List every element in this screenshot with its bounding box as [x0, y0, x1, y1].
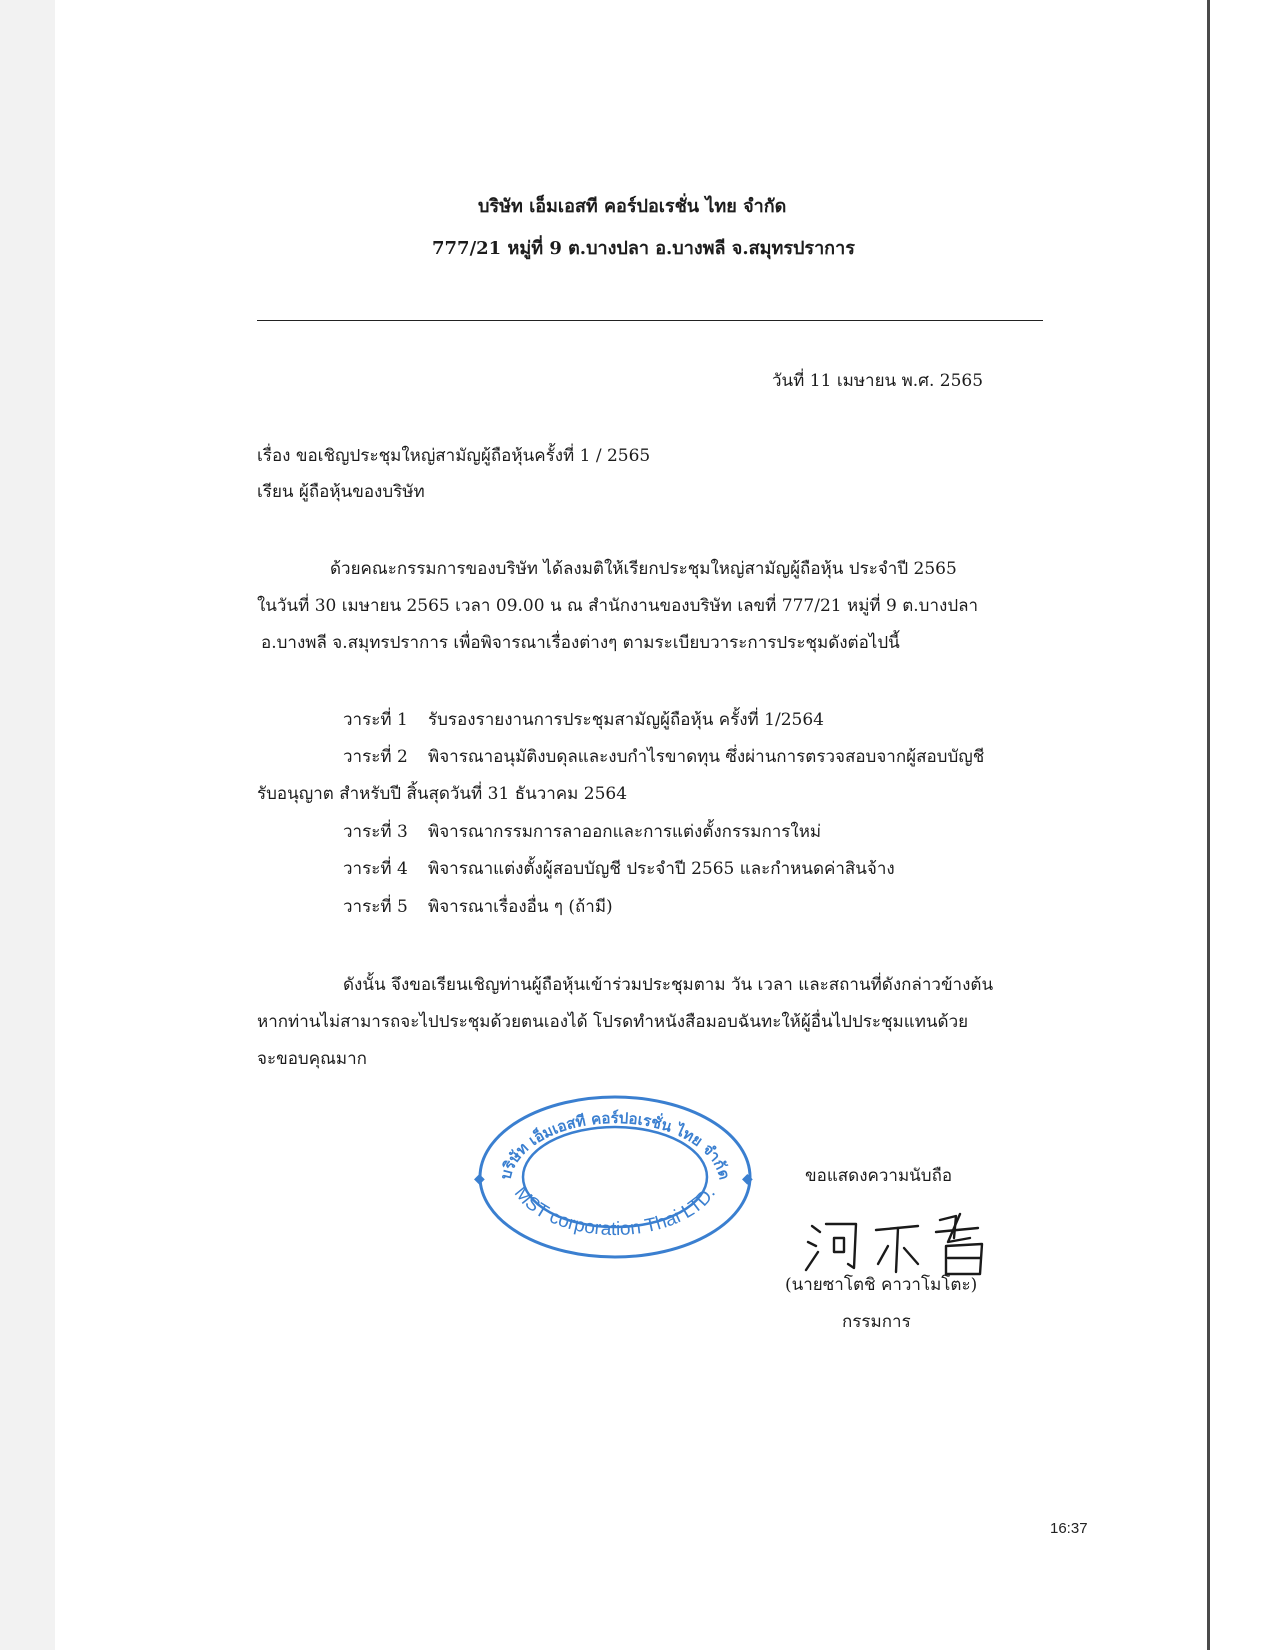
agenda-label-4: วาระที่ 4 [343, 859, 408, 879]
regards-text: ขอแสดงความนับถือ [805, 1166, 953, 1186]
closing-line-1: ดังนั้น จึงขอเรียนเชิญท่านผู้ถือหุ้นเข้าร่วมประชุมตาม วัน เวลา และสถานที่ดังกล่าวข้างต้น [343, 975, 994, 995]
agenda-text-2: พิจารณาอนุมัติงบดุลและงบกำไรขาดทุน ซึ่งผ่านการตรวจสอบจากผู้สอบบัญชี [428, 747, 985, 767]
closing-line-3: จะขอบคุณมาก [257, 1049, 367, 1069]
letter-date: วันที่ 11 เมษายน พ.ศ. 2565 [772, 371, 984, 391]
scan-timestamp: 16:37 [1050, 1520, 1088, 1537]
handwritten-signature [800, 1208, 1000, 1278]
letter-recipient: เรียน ผู้ถือหุ้นของบริษัท [257, 482, 425, 502]
agenda-label-5: วาระที่ 5 [343, 897, 408, 917]
agenda-label-2: วาระที่ 2 [343, 747, 408, 767]
intro-line-2: ในวันที่ 30 เมษายน 2565 เวลา 09.00 น ณ สำนักงานของบริษัท เลขที่ 777/21 หมู่ที่ 9 ต.บางปลา [257, 596, 979, 616]
company-address: 777/21 หมู่ที่ 9 ต.บางปลา อ.บางพลี จ.สมุทรปราการ [432, 238, 855, 259]
letter-subject: เรื่อง ขอเชิญประชุมใหญ่สามัญผู้ถือหุ้นครั้งที่ 1 / 2565 [257, 446, 651, 466]
closing-line-2: หากท่านไม่สามารถจะไปประชุมด้วยตนเองได้ โปรดทำหนังสือมอบฉันทะให้ผู้อื่นไปประชุมแทนด้วย [257, 1012, 969, 1032]
company-name: บริษัท เอ็มเอสที คอร์ปอเรชั่น ไทย จำกัด [478, 196, 787, 217]
scan-left-margin [0, 0, 55, 1650]
agenda-text-4: พิจารณาแต่งตั้งผู้สอบบัญชี ประจำปี 2565 และกำหนดค่าสินจ้าง [428, 859, 895, 879]
intro-line-3: อ.บางพลี จ.สมุทรปราการ เพื่อพิจารณาเรื่องต่างๆ ตามระเบียบวาระการประชุมดังต่อไปนี้ [261, 633, 900, 653]
stamp-english-text: MST corporation Thai LTD. [509, 1182, 720, 1241]
agenda-label-3: วาระที่ 3 [343, 822, 408, 842]
header-divider [257, 320, 1043, 321]
agenda-text-1: รับรองรายงานการประชุมสามัญผู้ถือหุ้น ครั้งที่ 1/2564 [428, 710, 824, 730]
stamp-diamond-right: ◆ [742, 1171, 753, 1187]
company-stamp [470, 1085, 760, 1265]
stamp-thai-text: บริษัท เอ็มเอสที คอร์ปอเรชั่น ไทย จำกัด [496, 1108, 734, 1182]
agenda-text-2-continued: รับอนุญาต สำหรับปี สิ้นสุดวันที่ 31 ธันวาคม 2564 [257, 784, 628, 804]
signer-title: กรรมการ [842, 1312, 911, 1332]
stamp-diamond-left: ◆ [474, 1171, 485, 1187]
agenda-text-3: พิจารณากรรมการลาออกและการแต่งตั้งกรรมการใหม่ [428, 822, 822, 842]
agenda-text-5: พิจารณาเรื่องอื่น ๆ (ถ้ามี) [428, 897, 613, 917]
signer-name: (นายซาโตชิ คาวาโมโตะ) [785, 1275, 978, 1295]
intro-line-1: ด้วยคณะกรรมการของบริษัท ได้ลงมติให้เรียกประชุมใหญ่สามัญผู้ถือหุ้น ประจำปี 2565 [330, 559, 957, 579]
scan-right-margin [1210, 0, 1275, 1650]
agenda-label-1: วาระที่ 1 [343, 710, 408, 730]
